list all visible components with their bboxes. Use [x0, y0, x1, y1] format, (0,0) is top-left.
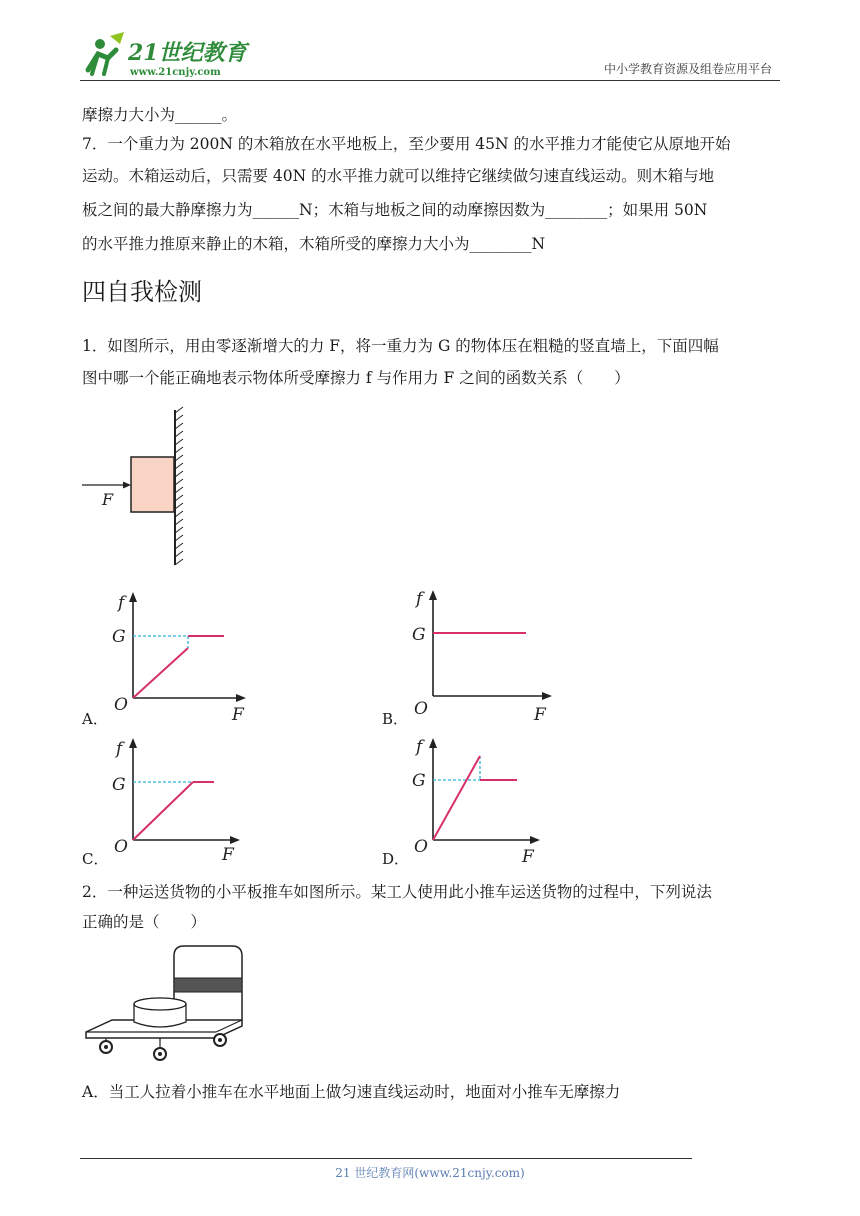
svg-text:F: F: [232, 705, 244, 723]
q7-line-1: 7．一个重力为 200N 的木箱放在水平地板上，至少要用 45N 的水平推力才能使它从原地开始: [82, 135, 731, 153]
q7-line-4: 的水平推力推原来静止的木箱，木箱所受的摩擦力大小为________N: [82, 235, 546, 253]
header-tagline: 中小学教育资源及组卷应用平台: [603, 62, 772, 76]
q7-line-2: 运动。木箱运动后，只需要 40N 的水平推力就可以维持它继续做匀速直线运动。则木箱与地: [82, 167, 715, 185]
prev-question-tail: 摩擦力大小为______。: [82, 106, 238, 124]
svg-text:O: O: [414, 699, 428, 719]
svg-text:G: G: [112, 775, 126, 795]
q2-line-2: 正确的是（ ）: [82, 913, 207, 931]
graph-a[interactable]: [108, 588, 248, 723]
force-label: F: [102, 490, 114, 509]
q1-line-1: 1．如图所示，用由零逐渐增大的力 F，将一重力为 G 的物体压在粗糙的竖直墙上，下面四幅: [82, 337, 719, 355]
graph-b[interactable]: [408, 584, 558, 724]
runner-icon: [88, 32, 124, 74]
footer-text[interactable]: 21 世纪教育网(www.21cnjy.com): [335, 1166, 525, 1180]
svg-text:f: f: [116, 739, 123, 759]
q2-option-a: A．当工人拉着小推车在水平地面上做匀速直线运动时，地面对小推车无摩擦力: [82, 1083, 621, 1101]
cart-figure: [82, 940, 252, 1065]
q7-line-3: 板之间的最大静摩擦力为______N；木箱与地板之间的动摩擦因数为________；如果用 50N: [82, 201, 708, 219]
option-d-label[interactable]: D．: [382, 850, 410, 868]
svg-text:O: O: [114, 695, 128, 715]
graph-c[interactable]: [108, 732, 248, 866]
section-title: 四自我检测: [82, 278, 202, 306]
site-logo: [80, 30, 250, 80]
block: [131, 457, 174, 512]
svg-text:F: F: [522, 847, 534, 866]
option-b-label[interactable]: B．: [382, 710, 409, 728]
svg-text:O: O: [114, 837, 128, 857]
svg-text:F: F: [222, 845, 234, 865]
graph-d[interactable]: [408, 732, 548, 866]
svg-text:O: O: [414, 837, 428, 857]
svg-text:f: f: [416, 737, 423, 757]
svg-text:F: F: [534, 705, 546, 724]
wall-block-figure: [80, 405, 190, 570]
q1-line-2: 图中哪一个能正确地表示物体所受摩擦力 f 与作用力 F 之间的函数关系（ ）: [82, 369, 630, 387]
header-divider: [80, 80, 780, 81]
q2-line-1: 2．一种运送货物的小平板推车如图所示。某工人使用此小推车运送货物的过程中，下列说法: [82, 883, 712, 901]
logo-url: www.21cnjy.com: [130, 67, 221, 78]
option-a-label[interactable]: A．: [82, 710, 108, 728]
option-c-label[interactable]: C．: [82, 850, 109, 868]
svg-text:G: G: [412, 625, 426, 645]
svg-text:f: f: [416, 589, 423, 609]
svg-text:G: G: [412, 771, 426, 791]
footer-divider: [80, 1158, 692, 1159]
svg-text:G: G: [112, 627, 126, 647]
logo-text: 21世纪教育: [128, 40, 247, 66]
svg-text:f: f: [118, 593, 125, 613]
